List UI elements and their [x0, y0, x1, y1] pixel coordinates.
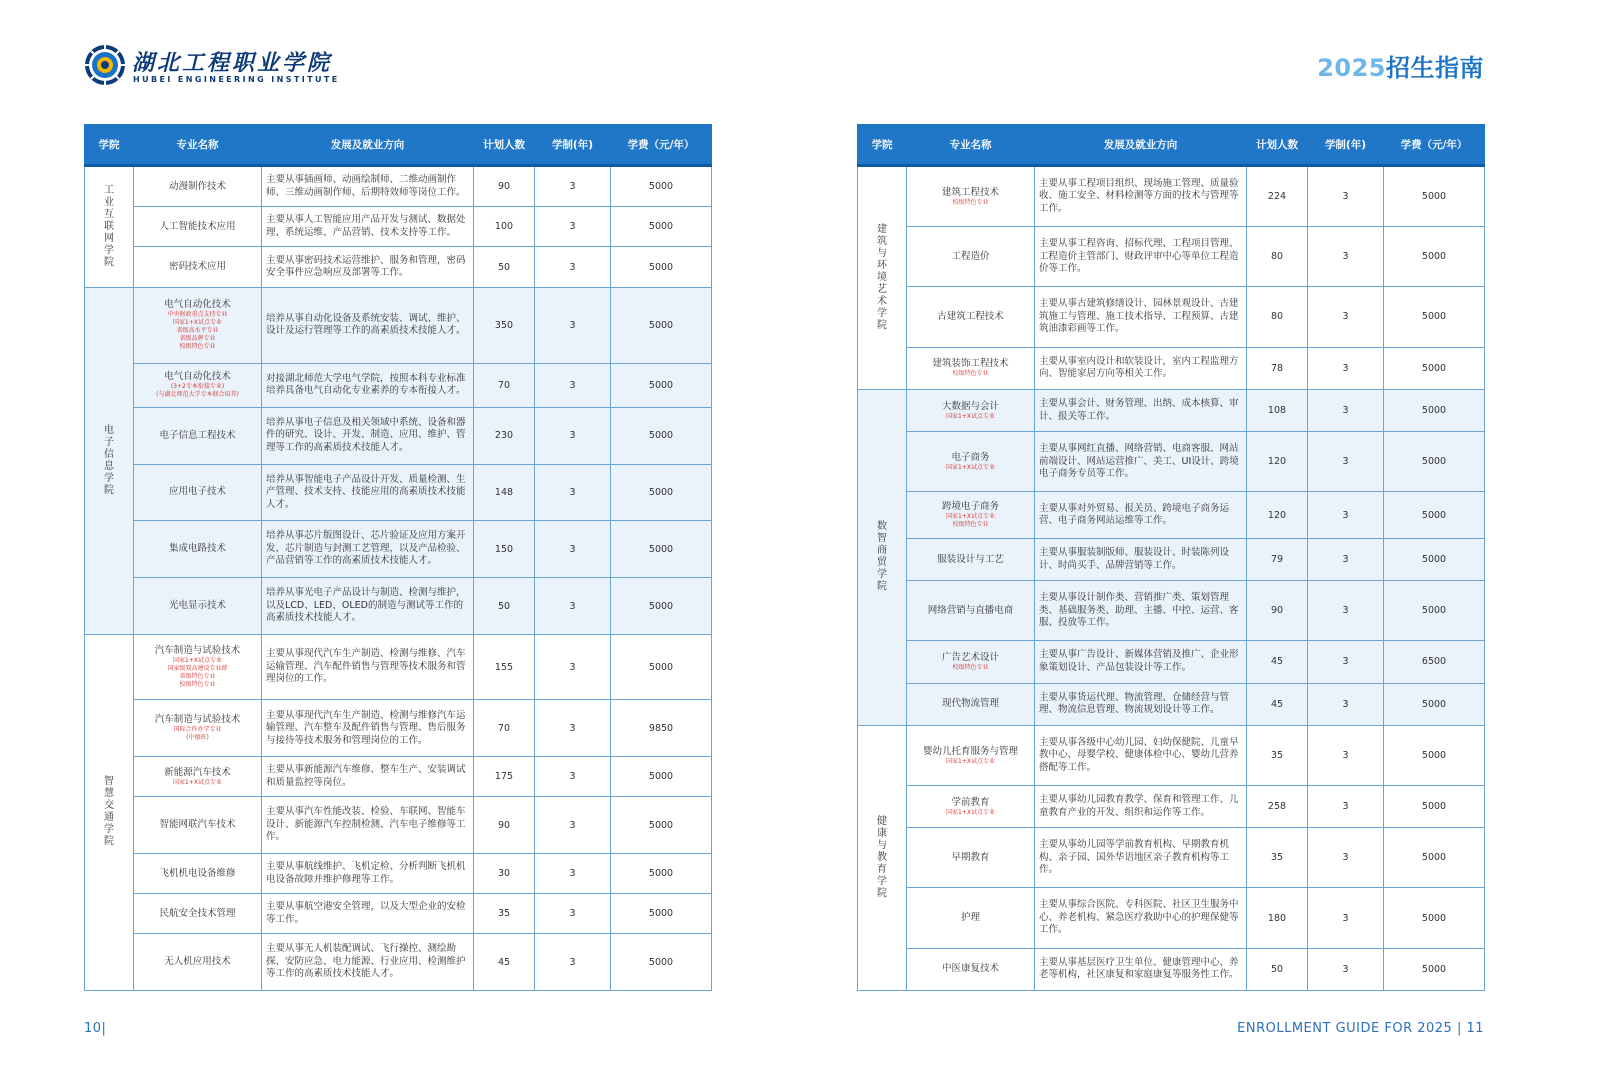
college-name: 电子信息学院	[104, 424, 114, 496]
major-name: 早期教育	[951, 851, 990, 863]
direction-cell: 对接湖北师范大学电气学院，按照本科专业标准培养具备电气自动化专业素养的专本衔接人才。	[262, 363, 474, 407]
major-tag: 省级特色专业	[179, 673, 216, 681]
plan-cell: 175	[474, 757, 535, 797]
fee-cell: 5000	[1384, 581, 1485, 641]
major-tag: 校级特色专业	[952, 198, 989, 206]
direction-cell: 主要从事基层医疗卫生单位、健康管理中心、养老等机构，社区康复和家庭康复等服务性工作。	[1035, 948, 1247, 990]
table-row	[858, 347, 1485, 389]
fee-cell: 5000	[611, 934, 712, 991]
major-cell	[134, 464, 262, 521]
major-tag: 省级品牌专业	[179, 335, 216, 343]
plan-cell: 45	[474, 934, 535, 991]
fee-cell: 5000	[611, 634, 712, 699]
table-row	[858, 492, 1485, 539]
major-tag: 国家1+X试点专业	[946, 463, 995, 471]
col-fee: 学费（元/年）	[1384, 125, 1485, 166]
fee-cell: 5000	[611, 854, 712, 894]
fee-cell: 5000	[1384, 948, 1485, 990]
major-cell	[907, 726, 1035, 786]
duration-cell: 3	[1308, 683, 1384, 725]
major-name: 飞机机电设备维修	[159, 867, 236, 879]
major-name: 网络营销与直播电商	[927, 604, 1014, 616]
major-name: 集成电路技术	[168, 543, 226, 555]
major-cell	[907, 347, 1035, 389]
fee-cell: 5000	[1384, 432, 1485, 492]
duration-cell: 3	[535, 464, 611, 521]
major-cell	[907, 683, 1035, 725]
fee-cell: 5000	[1384, 347, 1485, 389]
major-cell	[134, 894, 262, 934]
duration-cell: 3	[535, 363, 611, 407]
fee-cell: 5000	[1384, 786, 1485, 828]
table-body	[858, 166, 1485, 991]
table-row	[85, 934, 712, 991]
direction-cell: 主要从事人工智能应用产品开发与测试、数据处理、系统运维、产品营销、技术支持等工作。	[262, 207, 474, 247]
college-cell	[858, 166, 907, 390]
guide-title-text: 招生指南	[1386, 54, 1484, 82]
fee-cell: 5000	[611, 166, 712, 207]
fee-cell: 5000	[1384, 166, 1485, 227]
duration-cell: 3	[1308, 227, 1384, 287]
table-row	[858, 538, 1485, 580]
duration-cell: 3	[1308, 432, 1384, 492]
major-name: 智能网联汽车技术	[159, 819, 236, 831]
duration-cell: 3	[1308, 538, 1384, 580]
duration-cell: 3	[535, 797, 611, 854]
major-cell	[134, 363, 262, 407]
major-cell	[134, 207, 262, 247]
table-row	[858, 726, 1485, 786]
major-name: 跨境电子商务	[941, 501, 999, 513]
table-row	[85, 363, 712, 407]
major-name: 现代物流管理	[941, 698, 999, 710]
plan-cell: 150	[474, 521, 535, 578]
fee-cell: 5000	[611, 287, 712, 363]
direction-cell: 主要从事古建筑修缮设计、园林景观设计、古建筑施工与管理、施工技术指导、工程预算、古建筑油漆彩画等工作。	[1035, 287, 1247, 347]
major-cell	[907, 786, 1035, 828]
table-row	[85, 247, 712, 287]
major-cell	[907, 828, 1035, 888]
direction-cell: 主要从事航线维护、飞机定检、分析判断飞机机电设备故障并维护修理等工作。	[262, 854, 474, 894]
major-cell	[134, 287, 262, 363]
fee-cell: 5000	[1384, 492, 1485, 539]
duration-cell: 3	[1308, 828, 1384, 888]
school-name-cn: 湖北工程职业学院	[132, 50, 333, 76]
table-row	[85, 521, 712, 578]
major-cell	[134, 407, 262, 464]
major-cell	[907, 948, 1035, 990]
direction-cell: 培养从事自动化设备及系统安装、调试、维护、设计及运行管理等工作的高素质技术技能人才。	[262, 287, 474, 363]
direction-cell: 主要从事密码技术运营维护、服务和管理，密码安全事件应急响应及部署等工作。	[262, 247, 474, 287]
fee-cell: 5000	[1384, 227, 1485, 287]
plan-cell: 230	[474, 407, 535, 464]
col-duration: 学制(年)	[1308, 125, 1384, 166]
duration-cell: 3	[1308, 389, 1384, 431]
direction-cell: 主要从事综合医院、专科医院、社区卫生服务中心、养老机构、紧急医疗救助中心的护理保健等工作。	[1035, 888, 1247, 948]
direction-cell: 主要从事工程咨询、招标代理、工程项目管理、工程造价主管部门、财政评审中心等单位工程造价等工作。	[1035, 227, 1247, 287]
major-cell	[907, 581, 1035, 641]
duration-cell: 3	[1308, 166, 1384, 227]
table-row	[858, 948, 1485, 990]
plan-cell: 80	[1247, 287, 1308, 347]
major-tag: 中央财政重点支持专业	[167, 311, 228, 319]
fee-cell: 5000	[611, 407, 712, 464]
major-tag: (与湖北师范大学专本联合培养)	[156, 391, 239, 399]
plan-cell: 30	[474, 854, 535, 894]
table-row	[85, 287, 712, 363]
direction-cell: 主要从事幼儿园等学前教育机构、早期教育机构、亲子园、国外华语地区亲子教育机构等工作。	[1035, 828, 1247, 888]
major-cell	[907, 888, 1035, 948]
college-name: 健康与教育学院	[877, 816, 887, 900]
major-name: 中医康复技术	[941, 963, 999, 975]
major-name: 服装设计与工艺	[937, 553, 1004, 565]
duration-cell: 3	[535, 934, 611, 991]
direction-cell: 主要从事无人机装配调试、飞行操控、测绘勘探、安防应急、电力能源、行业应用、检测维护等工作的高素质技术技能人才。	[262, 934, 474, 991]
table-row	[858, 166, 1485, 227]
major-tag: (中德班)	[186, 734, 209, 742]
major-name: 应用电子技术	[168, 486, 226, 498]
plan-cell: 155	[474, 634, 535, 699]
direction-cell: 主要从事服装制版师、服装设计、时装陈列设计、时尚买手、品牌营销等工作。	[1035, 538, 1247, 580]
table-row	[858, 641, 1485, 683]
college-name: 智慧交通学院	[104, 776, 114, 848]
major-cell	[134, 247, 262, 287]
duration-cell: 3	[535, 757, 611, 797]
direction-cell: 主要从事汽车性能改装、检验、车联网、智能车设计、新能源汽车控制检测、汽车电子维修等工作。	[262, 797, 474, 854]
direction-cell: 主要从事航空港安全管理，以及大型企业的安检等工作。	[262, 894, 474, 934]
enrollment-table-right	[857, 124, 1485, 991]
direction-cell: 主要从事网红直播、网络营销、电商客服、网站前端设计、网站运营推广、美工、UI设计、跨境电子商务专员等工作。	[1035, 432, 1247, 492]
direction-cell: 主要从事各级中心幼儿园、妇幼保健院、儿童早教中心、母婴学校、健康体检中心、婴幼儿营养搭配等工作。	[1035, 726, 1247, 786]
guide-title	[1317, 48, 1484, 83]
col-major: 专业名称	[907, 125, 1035, 166]
table-row	[858, 581, 1485, 641]
major-name: 工程造价	[951, 250, 990, 262]
direction-cell: 培养从事芯片版图设计、芯片验证及应用方案开发、芯片制造与封测工艺管理，以及产品检验、产品营销等工作的高素质技术技能人才。	[262, 521, 474, 578]
col-direction: 发展及就业方向	[1035, 125, 1247, 166]
table-row	[85, 634, 712, 699]
college-name: 建筑与环境艺术学院	[877, 223, 887, 331]
page-number-right: ENROLLMENT GUIDE FOR 2025 | 11	[1237, 1021, 1484, 1036]
table-body	[85, 166, 712, 991]
major-cell	[907, 641, 1035, 683]
plan-cell: 50	[1247, 948, 1308, 990]
plan-cell: 120	[1247, 492, 1308, 539]
table-row	[858, 888, 1485, 948]
plan-cell: 50	[474, 578, 535, 635]
direction-cell: 主要从事货运代理、物流管理、仓储经营与管理、物流信息管理、物流规划设计等工作。	[1035, 683, 1247, 725]
major-cell	[134, 854, 262, 894]
major-name: 护理	[960, 912, 980, 923]
major-name: 汽车制造与试验技术	[154, 645, 241, 657]
major-name: 人工智能技术应用	[159, 220, 236, 232]
duration-cell: 3	[535, 634, 611, 699]
fee-cell: 5000	[1384, 726, 1485, 786]
major-name: 电子信息工程技术	[159, 429, 236, 441]
major-tag: 国家级双高建设专业群	[167, 665, 228, 673]
direction-cell: 主要从事现代汽车生产制造、检测与维修、汽车运输管理、汽车配件销售与管理等技术服务和管理岗位的工作。	[262, 634, 474, 699]
table-row	[858, 683, 1485, 725]
direction-cell: 培养从事智能电子产品设计开发、质量检测、生产管理、技术支持、技能应用的高素质技术技能人才。	[262, 464, 474, 521]
duration-cell: 3	[1308, 581, 1384, 641]
college-cell	[858, 389, 907, 725]
plan-cell: 148	[474, 464, 535, 521]
duration-cell: 3	[1308, 888, 1384, 948]
fee-cell: 5000	[611, 464, 712, 521]
direction-cell: 主要从事插画师、动画绘制师、二维动画制作师、三维动画制作师、后期特效师等岗位工作。	[262, 166, 474, 207]
fee-cell: 5000	[1384, 888, 1485, 948]
fee-cell: 6500	[1384, 641, 1485, 683]
plan-cell: 108	[1247, 389, 1308, 431]
plan-cell: 224	[1247, 166, 1308, 227]
table-row	[858, 432, 1485, 492]
fee-cell: 5000	[611, 797, 712, 854]
table-row	[85, 207, 712, 247]
major-cell	[134, 166, 262, 207]
major-tag: 校级特色专业	[952, 663, 989, 671]
table-row	[85, 757, 712, 797]
table-header-row	[85, 125, 712, 166]
major-name: 新能源汽车技术	[164, 766, 231, 778]
major-cell	[134, 700, 262, 757]
major-cell	[134, 578, 262, 635]
duration-cell: 3	[1308, 492, 1384, 539]
col-college: 学院	[85, 125, 134, 166]
duration-cell: 3	[535, 521, 611, 578]
direction-cell: 培养从事光电子产品设计与制造、检测与维护，以及LCD、LED、OLED的制造与测试等工作的高素质技术技能人才。	[262, 578, 474, 635]
page-number-left: 10|	[84, 1021, 107, 1036]
table-row	[858, 287, 1485, 347]
major-tag: 省级高水平专业	[176, 327, 219, 335]
major-name: 婴幼儿托育服务与管理	[922, 745, 1018, 757]
direction-cell: 主要从事工程项目组织、现场施工管理、质量验收、施工安全、材料检测等方面的技术与管理等工作。	[1035, 166, 1247, 227]
direction-cell: 主要从事新能源汽车维修、整车生产、安装调试和质量监控等岗位。	[262, 757, 474, 797]
major-tag: 国家1+X试点专业	[173, 778, 222, 786]
college-name: 数智商贸学院	[877, 521, 887, 593]
major-cell	[907, 538, 1035, 580]
enrollment-table-left	[84, 124, 712, 991]
plan-cell: 90	[474, 797, 535, 854]
direction-cell: 主要从事幼儿园教育教学、保育和管理工作、儿童教育产业的开发、组织和运作等工作。	[1035, 786, 1247, 828]
college-cell	[85, 634, 134, 990]
table-row	[85, 578, 712, 635]
college-name: 工业互联网学院	[104, 184, 114, 268]
major-name: 民航安全技术管理	[159, 907, 236, 919]
plan-cell: 258	[1247, 786, 1308, 828]
plan-cell: 100	[474, 207, 535, 247]
col-direction: 发展及就业方向	[262, 125, 474, 166]
major-cell	[134, 521, 262, 578]
col-duration: 学制(年)	[535, 125, 611, 166]
plan-cell: 70	[474, 700, 535, 757]
major-tag: 校级特色专业	[952, 521, 989, 529]
table-row	[858, 389, 1485, 431]
fee-cell: 5000	[1384, 538, 1485, 580]
major-cell	[907, 287, 1035, 347]
col-major: 专业名称	[134, 125, 262, 166]
major-cell	[134, 634, 262, 699]
table-header-row	[858, 125, 1485, 166]
table-row	[858, 828, 1485, 888]
table-row	[85, 797, 712, 854]
fee-cell: 9850	[611, 700, 712, 757]
major-name: 古建筑工程技术	[937, 310, 1004, 322]
plan-cell: 80	[1247, 227, 1308, 287]
col-college: 学院	[858, 125, 907, 166]
duration-cell: 3	[535, 287, 611, 363]
fee-cell: 5000	[611, 207, 712, 247]
plan-cell: 45	[1247, 683, 1308, 725]
major-cell	[134, 757, 262, 797]
major-name: 学前教育	[951, 796, 990, 808]
major-cell	[907, 227, 1035, 287]
major-cell	[907, 389, 1035, 431]
plan-cell: 50	[474, 247, 535, 287]
duration-cell: 3	[535, 578, 611, 635]
plan-cell: 45	[1247, 641, 1308, 683]
duration-cell: 3	[1308, 948, 1384, 990]
major-tag: (3+2专本衔接专业)	[170, 383, 225, 391]
major-tag: 国际合作办学专业	[173, 726, 222, 734]
duration-cell: 3	[535, 894, 611, 934]
school-logo	[84, 44, 340, 88]
direction-cell: 主要从事广告设计、新媒体营销及推广、企业形象策划设计、产品包装设计等工作。	[1035, 641, 1247, 683]
major-cell	[907, 492, 1035, 539]
major-tag: 校级特色专业	[952, 370, 989, 378]
major-tag: 国家1+X试点专业	[173, 319, 222, 327]
duration-cell: 3	[535, 700, 611, 757]
fee-cell: 5000	[611, 894, 712, 934]
fee-cell: 5000	[1384, 683, 1485, 725]
major-name: 汽车制造与试验技术	[154, 714, 241, 726]
major-name: 建筑装饰工程技术	[932, 358, 1009, 370]
direction-cell: 主要从事会计、财务管理、出纳、成本核算、审计、报关等工作。	[1035, 389, 1247, 431]
major-cell	[907, 166, 1035, 227]
major-name: 无人机应用技术	[164, 956, 231, 968]
table-row	[85, 894, 712, 934]
plan-cell: 70	[474, 363, 535, 407]
major-name: 光电显示技术	[168, 600, 226, 612]
major-name: 动漫制作技术	[168, 180, 226, 192]
major-name: 建筑工程技术	[941, 186, 999, 198]
duration-cell: 3	[535, 207, 611, 247]
guide-year: 2025	[1317, 54, 1386, 82]
major-cell	[134, 934, 262, 991]
major-tag: 国家1+X试点专业	[946, 513, 995, 521]
table-row	[858, 227, 1485, 287]
major-tag: 校级特色专业	[179, 343, 216, 351]
school-name-en: HUBEI ENGINEERING INSTITUTE	[133, 75, 340, 84]
college-cell	[85, 166, 134, 288]
col-fee: 学费（元/年）	[611, 125, 712, 166]
fee-cell: 5000	[611, 757, 712, 797]
duration-cell: 3	[535, 166, 611, 207]
plan-cell: 35	[1247, 828, 1308, 888]
direction-cell: 主要从事室内设计和软装设计，室内工程监理方向、智能家居方向等相关工作。	[1035, 347, 1247, 389]
col-plan: 计划人数	[474, 125, 535, 166]
plan-cell: 120	[1247, 432, 1308, 492]
fee-cell: 5000	[1384, 389, 1485, 431]
fee-cell: 5000	[611, 363, 712, 407]
direction-cell: 主要从事现代汽车生产制造、检测与维修汽车运输管理、汽车整车及配件销售与管理、售后服务与接待等技术服务和管理岗位的工作。	[262, 700, 474, 757]
direction-cell: 主要从事设计制作类、营销推广类、策划管理类、基础服务类、助理、主播、中控、运营、客服、投放等工作。	[1035, 581, 1247, 641]
duration-cell: 3	[1308, 347, 1384, 389]
major-tag: 国家1+X试点专业	[946, 412, 995, 420]
duration-cell: 3	[535, 854, 611, 894]
plan-cell: 35	[1247, 726, 1308, 786]
direction-cell: 培养从事电子信息及相关领域中系统、设备和器件的研究、设计、开发、制造、应用、维护、管理等工作的高素质技术技能人才。	[262, 407, 474, 464]
major-tag: 国家1+X试点专业	[946, 757, 995, 765]
plan-cell: 35	[474, 894, 535, 934]
fee-cell: 5000	[611, 521, 712, 578]
major-cell	[907, 432, 1035, 492]
school-emblem-icon	[84, 44, 126, 86]
plan-cell: 90	[1247, 581, 1308, 641]
plan-cell: 180	[1247, 888, 1308, 948]
major-tag: 国家1+X试点专业	[173, 657, 222, 665]
plan-cell: 79	[1247, 538, 1308, 580]
fee-cell: 5000	[1384, 287, 1485, 347]
table-row	[85, 464, 712, 521]
major-name: 大数据与会计	[941, 400, 999, 412]
direction-cell: 主要从事对外贸易、报关员、跨境电子商务运营、电子商务网站运维等工作。	[1035, 492, 1247, 539]
fee-cell: 5000	[611, 247, 712, 287]
major-name: 电气自动化技术	[164, 299, 231, 311]
plan-cell: 78	[1247, 347, 1308, 389]
duration-cell: 3	[1308, 786, 1384, 828]
major-tag: 校级特色专业	[179, 681, 216, 689]
major-name: 电气自动化技术	[164, 371, 231, 383]
major-name: 广告艺术设计	[941, 651, 999, 663]
fee-cell: 5000	[611, 578, 712, 635]
duration-cell: 3	[1308, 287, 1384, 347]
table-row	[85, 407, 712, 464]
college-cell	[85, 287, 134, 634]
duration-cell: 3	[1308, 726, 1384, 786]
major-name: 电子商务	[951, 451, 990, 463]
major-tag: 国家1+X试点专业	[946, 808, 995, 816]
table-row	[858, 786, 1485, 828]
major-cell	[134, 797, 262, 854]
plan-cell: 350	[474, 287, 535, 363]
table-row	[85, 700, 712, 757]
table-row	[85, 854, 712, 894]
duration-cell: 3	[535, 247, 611, 287]
major-name: 密码技术应用	[168, 261, 226, 273]
table-row	[85, 166, 712, 207]
duration-cell: 3	[1308, 641, 1384, 683]
col-plan: 计划人数	[1247, 125, 1308, 166]
duration-cell: 3	[535, 407, 611, 464]
plan-cell: 90	[474, 166, 535, 207]
college-cell	[858, 726, 907, 991]
fee-cell: 5000	[1384, 828, 1485, 888]
